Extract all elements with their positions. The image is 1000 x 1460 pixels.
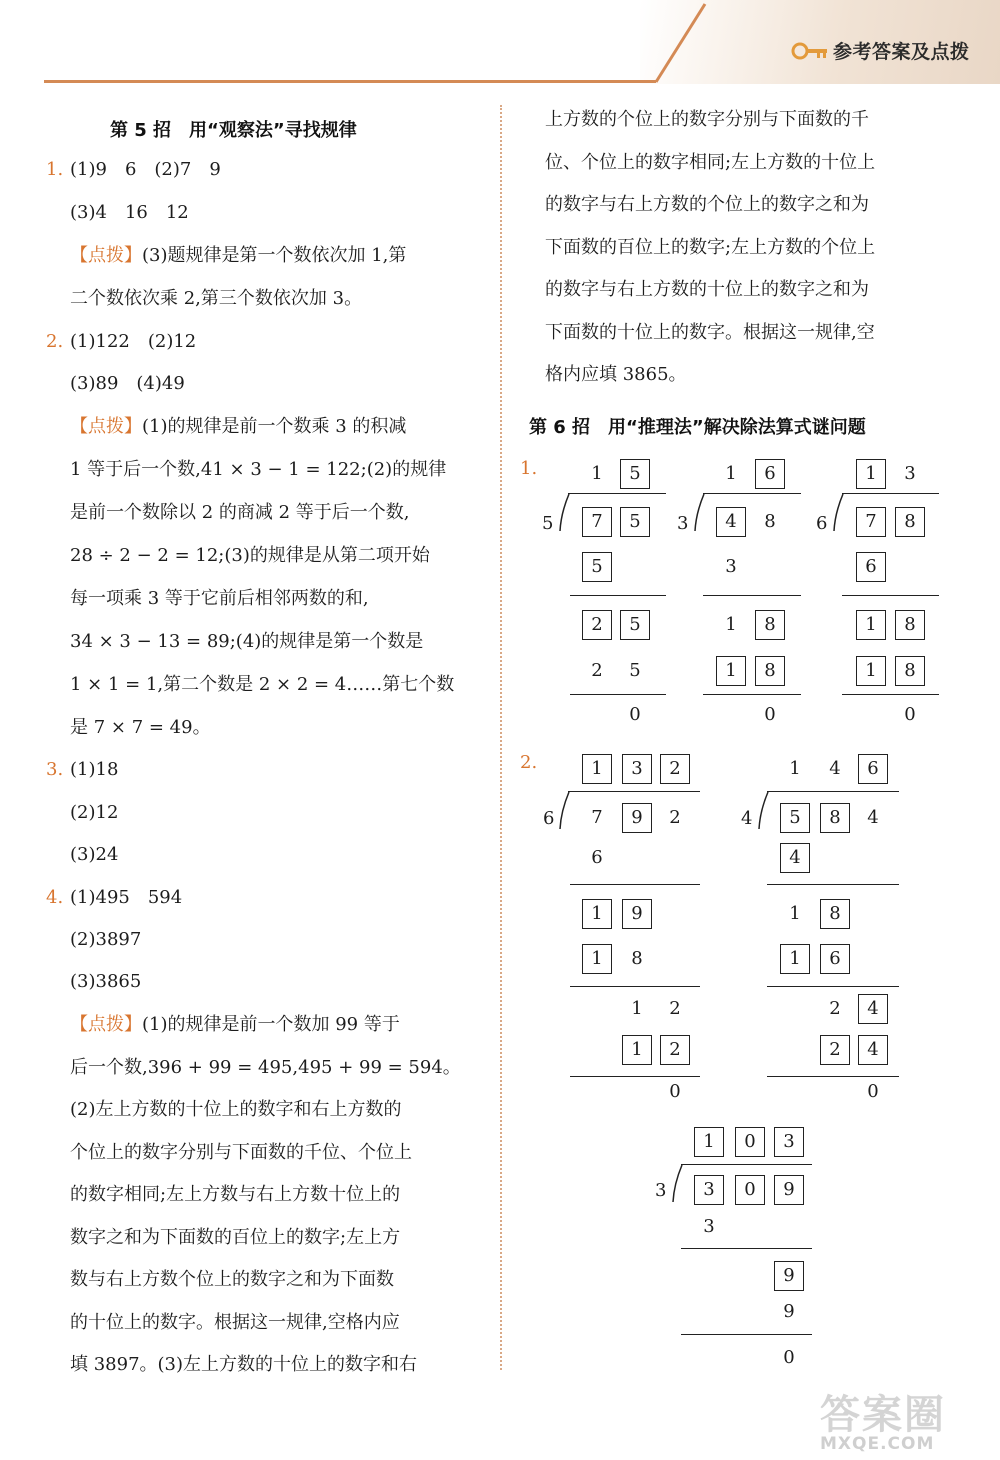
tip-label: 【点拨】	[70, 416, 142, 437]
division-bar	[568, 493, 666, 494]
subtraction-line	[767, 986, 899, 987]
divisor: 3	[677, 513, 689, 534]
subtraction-line	[842, 694, 939, 695]
digit: 4	[867, 807, 879, 828]
answer-line: (2)12	[70, 802, 119, 823]
tip-line: 每一项乘 3 等于它前后相邻两数的和,	[70, 588, 369, 609]
answer-line: (3)24	[70, 844, 119, 865]
subtraction-line	[842, 595, 939, 596]
subtraction-line	[681, 1248, 812, 1249]
answer-box: 9	[622, 899, 652, 929]
answer-box: 9	[622, 803, 652, 833]
question-number: 2.	[46, 331, 64, 352]
section-title-6: 第 6 招 用“推理法”解决除法算式谜问题	[529, 417, 866, 438]
answer-box: 8	[895, 507, 925, 537]
tip-label: 【点拨】	[70, 1014, 142, 1035]
answer-box: 1	[694, 1127, 724, 1157]
answer-box: 5	[620, 459, 650, 489]
digit: 9	[783, 1301, 795, 1322]
division-bar	[681, 1164, 812, 1165]
question-number: 1.	[46, 159, 64, 180]
question-number: 1.	[520, 458, 538, 479]
answer-box: 1	[856, 610, 886, 640]
answer-box: 4	[858, 994, 888, 1024]
header-rule	[44, 80, 656, 83]
division-bracket	[558, 493, 572, 533]
tip-line	[70, 1012, 400, 1038]
digit: 3	[725, 556, 737, 577]
answer-box: 3	[774, 1127, 804, 1157]
answer-box: 4	[716, 507, 746, 537]
digit: 2	[829, 998, 841, 1019]
digit: 2	[669, 807, 681, 828]
answer-box: 1	[622, 1035, 652, 1065]
digit: 2	[669, 998, 681, 1019]
quotient-digit: 3	[904, 463, 916, 484]
tip-line: 个位上的数字分别与下面数的千位、个位上	[70, 1142, 412, 1163]
answer-box: 8	[755, 656, 785, 686]
tip-line: 的十位上的数字。根据这一规律,空格内应	[70, 1312, 400, 1333]
division-bar	[703, 493, 801, 494]
answer-box: 6	[820, 944, 850, 974]
divisor: 4	[741, 808, 753, 829]
tip-line	[70, 243, 406, 269]
tip-line: 下面数的十位上的数字。根据这一规律,空	[545, 322, 875, 343]
quotient-digit: 1	[725, 463, 737, 484]
division-bracket	[671, 1164, 685, 1204]
divisor: 6	[543, 808, 555, 829]
answer-box: 1	[856, 656, 886, 686]
tip-line: 1 × 1 = 1,第二个数是 2 × 2 = 4……第七个数	[70, 674, 455, 695]
answer-line: (1)122 (2)12	[70, 331, 197, 352]
answer-box: 1	[582, 944, 612, 974]
answer-line: (3)3865	[70, 971, 142, 992]
subtraction-line	[703, 694, 801, 695]
quotient-digit: 4	[829, 758, 841, 779]
tip-line: 填 3897。(3)左上方数的十位上的数字和右	[70, 1354, 418, 1375]
answer-box: 5	[620, 507, 650, 537]
answer-box: 9	[774, 1175, 804, 1205]
answer-line: (3)4 16 12	[70, 202, 189, 223]
answer-box: 9	[774, 1261, 804, 1291]
answer-box: 2	[582, 610, 612, 640]
subtraction-line	[570, 986, 700, 987]
tip-line: 格内应填 3865。	[545, 364, 687, 385]
subtraction-line	[767, 884, 899, 885]
tip-line: 位、个位上的数字相同;左上方数的十位上	[545, 152, 876, 173]
tip-line: 的数字相同;左上方数与右上方数十位上的	[70, 1184, 401, 1205]
answer-box: 5	[620, 610, 650, 640]
division-bracket	[693, 493, 707, 533]
tip-line: 数与右上方数个位上的数字之和为下面数	[70, 1269, 394, 1290]
answer-line: (3)89 (4)49	[70, 373, 185, 394]
division-bar	[767, 791, 899, 792]
answer-box: 8	[895, 610, 925, 640]
subtraction-line	[681, 1334, 812, 1335]
tip-line: 1 等于后一个数,41 × 3 − 1 = 122;(2)的规律	[70, 459, 447, 480]
answer-line: (1)9 6 (2)7 9	[70, 159, 221, 180]
answer-box: 8	[820, 899, 850, 929]
answer-box: 0	[735, 1175, 765, 1205]
column-divider	[500, 105, 502, 1370]
tip-line: 下面数的百位上的数字;左上方数的个位上	[545, 237, 876, 258]
watermark-site: MXQE.COM	[820, 1434, 935, 1454]
digit: 1	[631, 998, 643, 1019]
key-icon	[791, 40, 831, 62]
tip-text: (1)的规律是前一个数乘 3 的积减	[142, 416, 407, 437]
tip-line: 是前一个数除以 2 的商减 2 等于后一个数,	[70, 502, 410, 523]
answer-box: 4	[780, 843, 810, 873]
answer-box: 1	[856, 459, 886, 489]
answer-box: 2	[820, 1035, 850, 1065]
answer-box: 0	[735, 1127, 765, 1157]
tip-line: (2)左上方数的十位上的数字和右上方数的	[70, 1099, 402, 1120]
division-bracket	[832, 493, 846, 533]
tip-line: 的数字与右上方数的个位上的数字之和为	[545, 194, 869, 215]
answer-line: (2)3897	[70, 929, 142, 950]
remainder: 0	[669, 1081, 681, 1102]
subtraction-line	[703, 595, 801, 596]
divisor: 3	[655, 1180, 667, 1201]
remainder: 0	[867, 1081, 879, 1102]
division-bracket	[757, 791, 771, 831]
tip-line: 是 7 × 7 = 49。	[70, 717, 211, 738]
digit: 5	[629, 660, 641, 681]
question-number: 2.	[520, 752, 538, 773]
subtraction-line	[570, 595, 666, 596]
quotient-digit: 1	[591, 463, 603, 484]
answer-box: 1	[582, 899, 612, 929]
division-bar	[842, 493, 939, 494]
division-bar	[568, 791, 700, 792]
answer-box: 8	[820, 803, 850, 833]
tip-line: 二个数依次乘 2,第三个数依次加 3。	[70, 288, 363, 309]
answer-box: 1	[716, 656, 746, 686]
digit: 8	[764, 511, 776, 532]
question-number: 4.	[46, 887, 64, 908]
digit: 6	[591, 847, 603, 868]
tip-line: 34 × 3 − 13 = 89;(4)的规律是第一个数是	[70, 631, 424, 652]
answer-box: 2	[660, 754, 690, 784]
tip-line	[70, 414, 406, 440]
answer-box: 2	[660, 1035, 690, 1065]
digit: 8	[631, 948, 643, 969]
quotient-digit: 1	[789, 758, 801, 779]
remainder: 0	[764, 704, 776, 725]
answer-box: 6	[856, 552, 886, 582]
digit: 2	[591, 660, 603, 681]
digit: 3	[703, 1216, 715, 1237]
divisor: 5	[542, 513, 554, 534]
remainder: 0	[904, 704, 916, 725]
digit: 7	[591, 807, 603, 828]
digit: 1	[789, 903, 801, 924]
answer-box: 7	[582, 507, 612, 537]
answer-box: 5	[780, 803, 810, 833]
answer-box: 7	[856, 507, 886, 537]
answer-box: 8	[895, 656, 925, 686]
tip-line: 后一个数,396 + 99 = 495,495 + 99 = 594。	[70, 1057, 461, 1078]
question-number: 3.	[46, 759, 64, 780]
watermark	[820, 1392, 990, 1455]
tip-line: 28 ÷ 2 − 2 = 12;(3)的规律是从第二项开始	[70, 545, 430, 566]
digit: 1	[725, 614, 737, 635]
answer-box: 6	[755, 459, 785, 489]
answer-box: 3	[694, 1175, 724, 1205]
answer-line: (1)495 594	[70, 887, 183, 908]
tip-line: 数字之和为下面数的百位上的数字;左上方	[70, 1227, 401, 1248]
division-bracket	[558, 791, 572, 831]
divisor: 6	[816, 513, 828, 534]
subtraction-line	[570, 884, 700, 885]
tip-line: 的数字与右上方数的十位上的数字之和为	[545, 279, 869, 300]
answer-box: 8	[755, 610, 785, 640]
remainder: 0	[629, 704, 641, 725]
tip-line: 上方数的个位上的数字分别与下面数的千	[545, 109, 869, 130]
answer-box: 6	[858, 754, 888, 784]
page-header-title: 参考答案及点拨	[833, 41, 970, 63]
answer-box: 1	[780, 944, 810, 974]
answer-box: 1	[582, 754, 612, 784]
answer-box: 5	[582, 552, 612, 582]
tip-label: 【点拨】	[70, 245, 142, 266]
answer-box: 3	[622, 754, 652, 784]
remainder: 0	[783, 1347, 795, 1368]
section-title-5: 第 5 招 用“观察法”寻找规律	[110, 120, 357, 141]
answer-box: 4	[858, 1035, 888, 1065]
tip-text: (1)的规律是前一个数加 99 等于	[142, 1014, 400, 1035]
watermark-logo: 答案圈	[820, 1392, 946, 1438]
subtraction-line	[570, 694, 666, 695]
answer-line: (1)18	[70, 759, 119, 780]
tip-text: (3)题规律是第一个数依次加 1,第	[142, 245, 407, 266]
